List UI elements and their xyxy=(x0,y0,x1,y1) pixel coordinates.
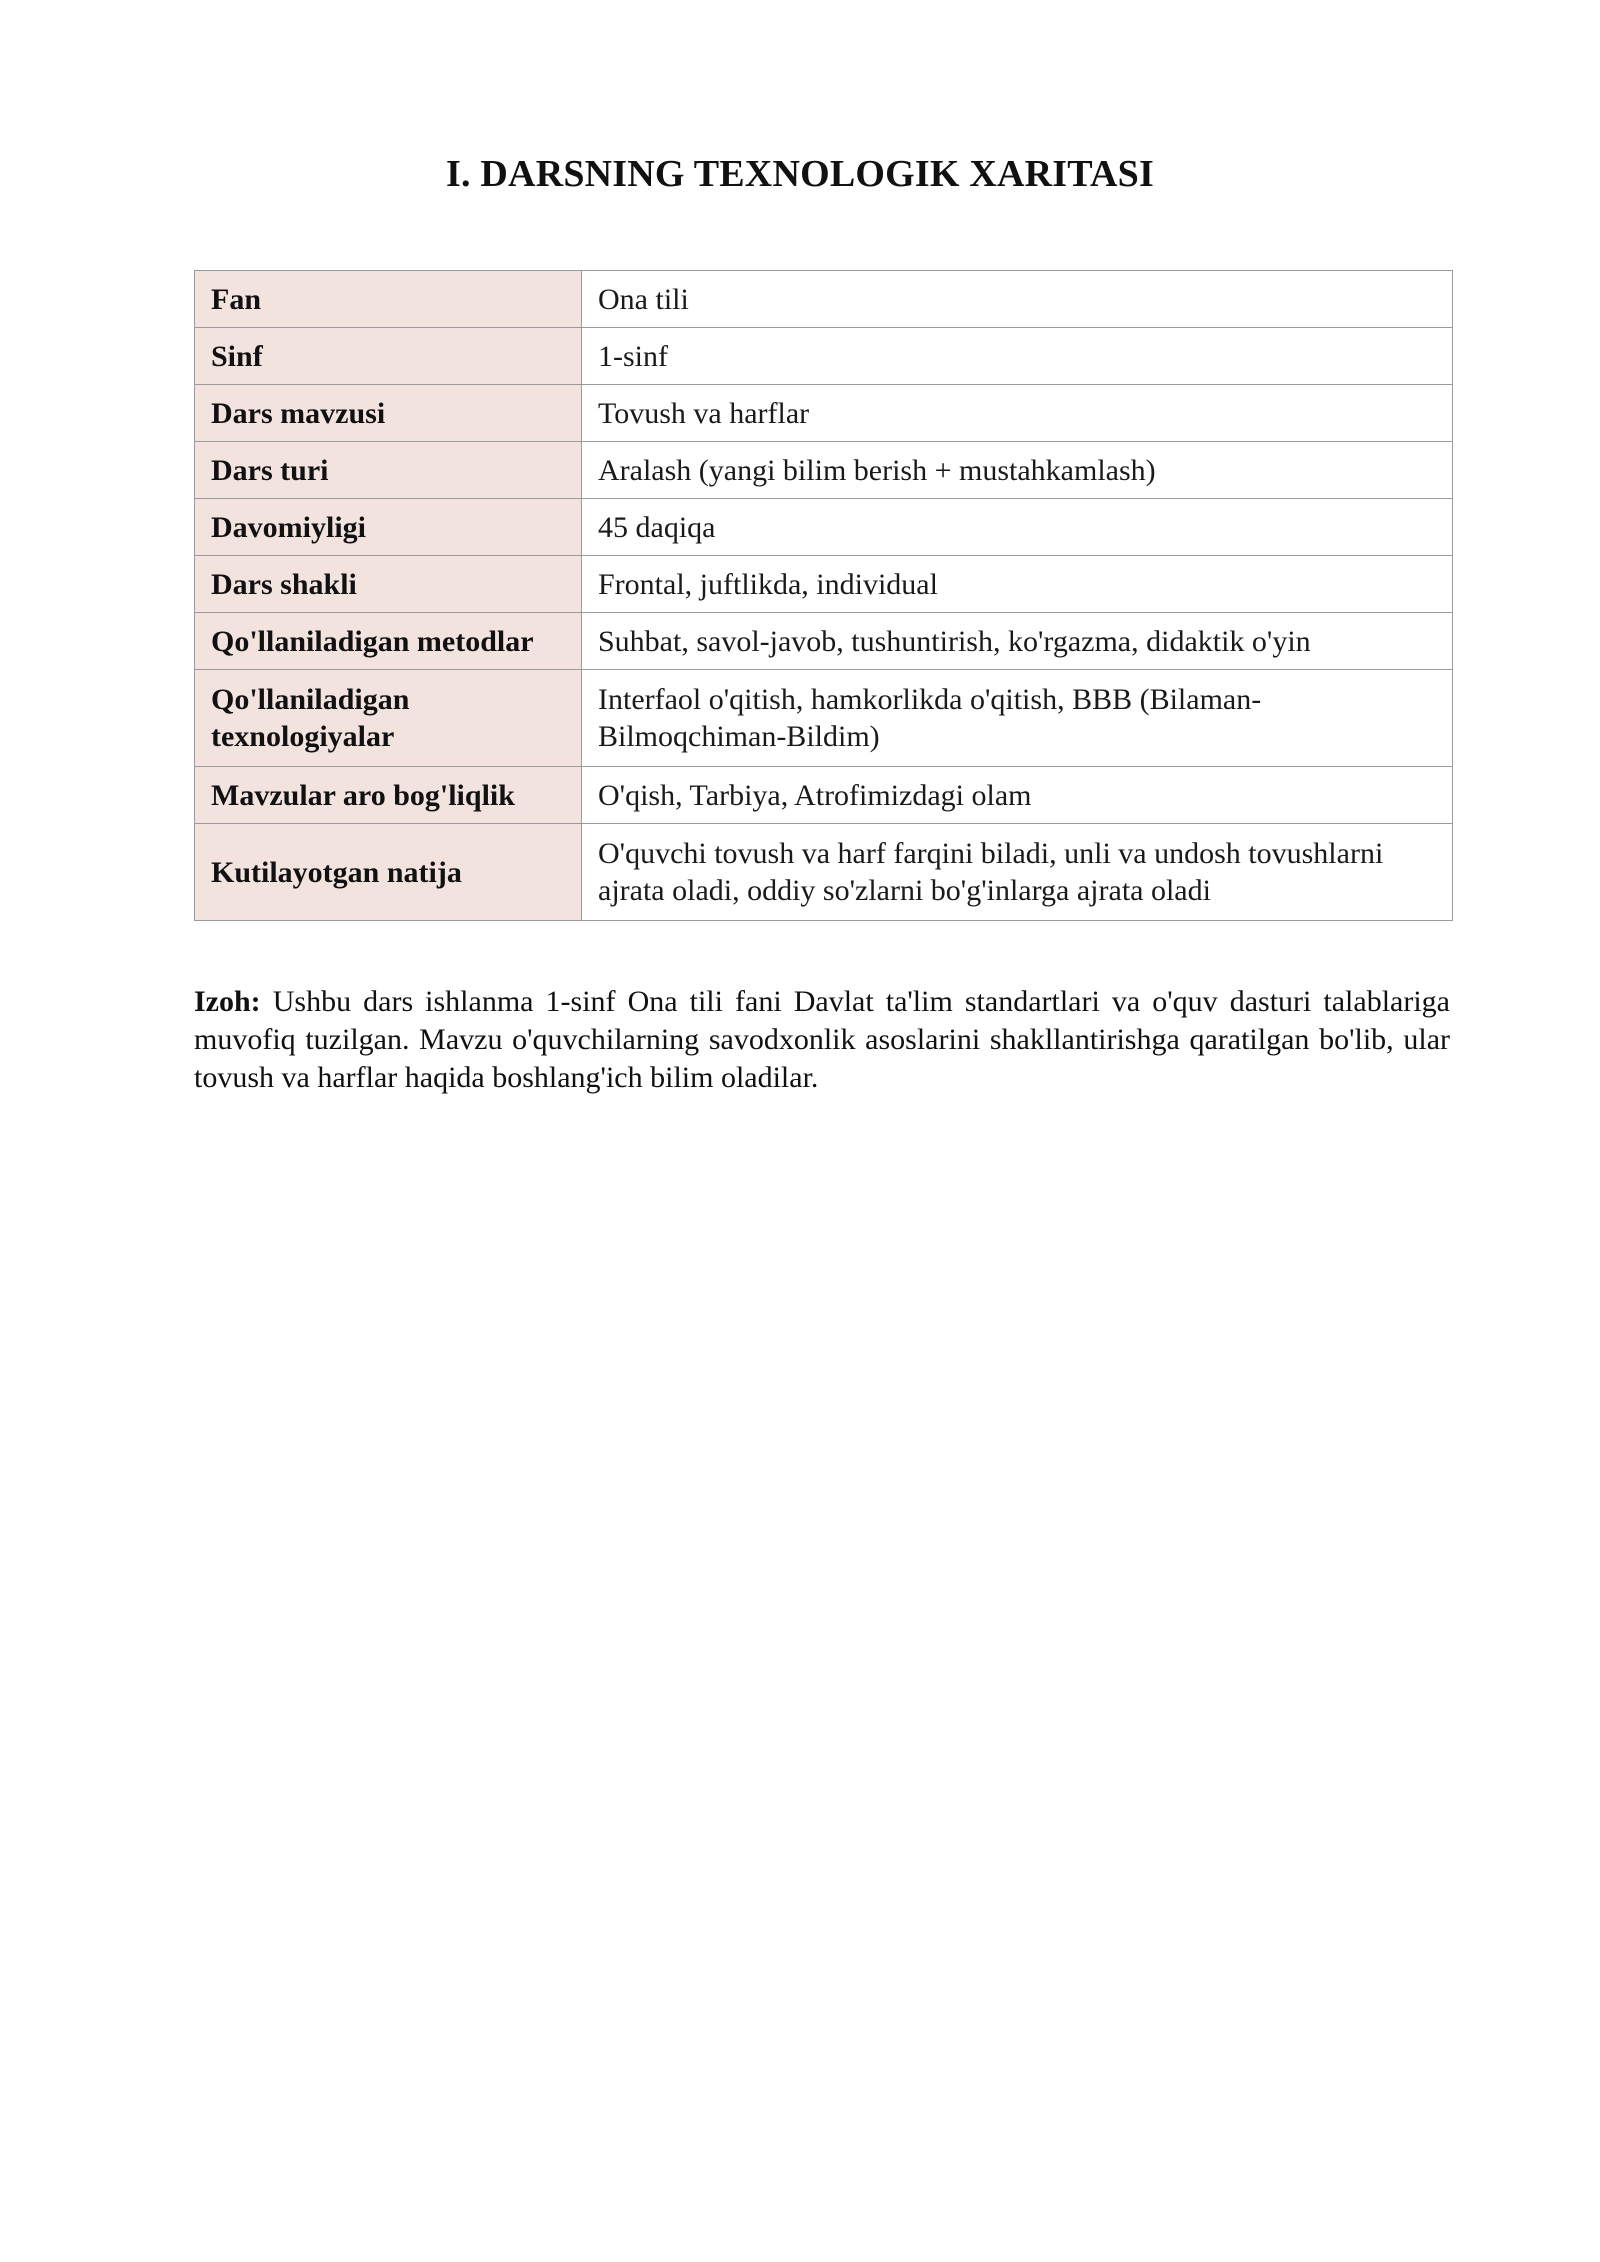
row-value: Suhbat, savol-javob, tushuntirish, ko'rgazma, didaktik o'yin xyxy=(582,613,1453,670)
table-row-dars-shakli xyxy=(195,556,1453,613)
table-row-dars-turi xyxy=(195,442,1453,499)
table-row-dars-mavzusi xyxy=(195,385,1453,442)
row-label: Dars turi xyxy=(195,442,582,499)
row-value: Interfaol o'qitish, hamkorlikda o'qitish, BBB (Bilaman-Bilmoqchiman-Bildim) xyxy=(582,670,1453,767)
row-value: O'qish, Tarbiya, Atrofimizdagi olam xyxy=(582,767,1453,824)
table-row-natija xyxy=(195,824,1453,921)
row-value: O'quvchi tovush va harf farqini biladi, unli va undosh tovushlarni ajrata oladi, oddiy so'zlarni bo'g'inlarga ajrata oladi xyxy=(582,824,1453,921)
row-value: Frontal, juftlikda, individual xyxy=(582,556,1453,613)
row-label: Dars mavzusi xyxy=(195,385,582,442)
note-paragraph xyxy=(194,983,1450,1097)
table-row-mavzular-aro xyxy=(195,767,1453,824)
row-label: Fan xyxy=(195,271,582,328)
row-value: 1-sinf xyxy=(582,328,1453,385)
table-row-texnologiyalar xyxy=(195,670,1453,767)
row-value: Aralash (yangi bilim berish + mustahkamlash) xyxy=(582,442,1453,499)
table-row-metodlar xyxy=(195,613,1453,670)
row-label: Qo'llaniladigan texnologiyalar xyxy=(195,670,582,767)
row-value: Tovush va harflar xyxy=(582,385,1453,442)
row-label: Mavzular aro bog'liqlik xyxy=(195,767,582,824)
row-value: 45 daqiqa xyxy=(582,499,1453,556)
lesson-info-table xyxy=(194,270,1453,921)
row-label: Dars shakli xyxy=(195,556,582,613)
row-label: Sinf xyxy=(195,328,582,385)
note-label: Izoh: xyxy=(194,985,261,1018)
row-label: Davomiyligi xyxy=(195,499,582,556)
table-row-sinf xyxy=(195,328,1453,385)
row-label: Qo'llaniladigan metodlar xyxy=(195,613,582,670)
row-value: Ona tili xyxy=(582,271,1453,328)
row-label: Kutilayotgan natija xyxy=(195,824,582,921)
page-title: I. DARSNING TEXNOLOGIK XARITASI xyxy=(446,153,1154,195)
note-text: Ushbu dars ishlanma 1-sinf Ona tili fani Davlat ta'lim standartlari va o'quv dasturi talablariga muvofiq tuzilgan. Mavzu o'quvchilarning savodxonlik asoslarini shakllantirishga qaratilgan bo'lib, ular tovush va harflar haqida boshlang'ich bilim oladilar. xyxy=(194,985,1451,1094)
table-row-fan xyxy=(195,271,1453,328)
table-row-davomiyligi xyxy=(195,499,1453,556)
